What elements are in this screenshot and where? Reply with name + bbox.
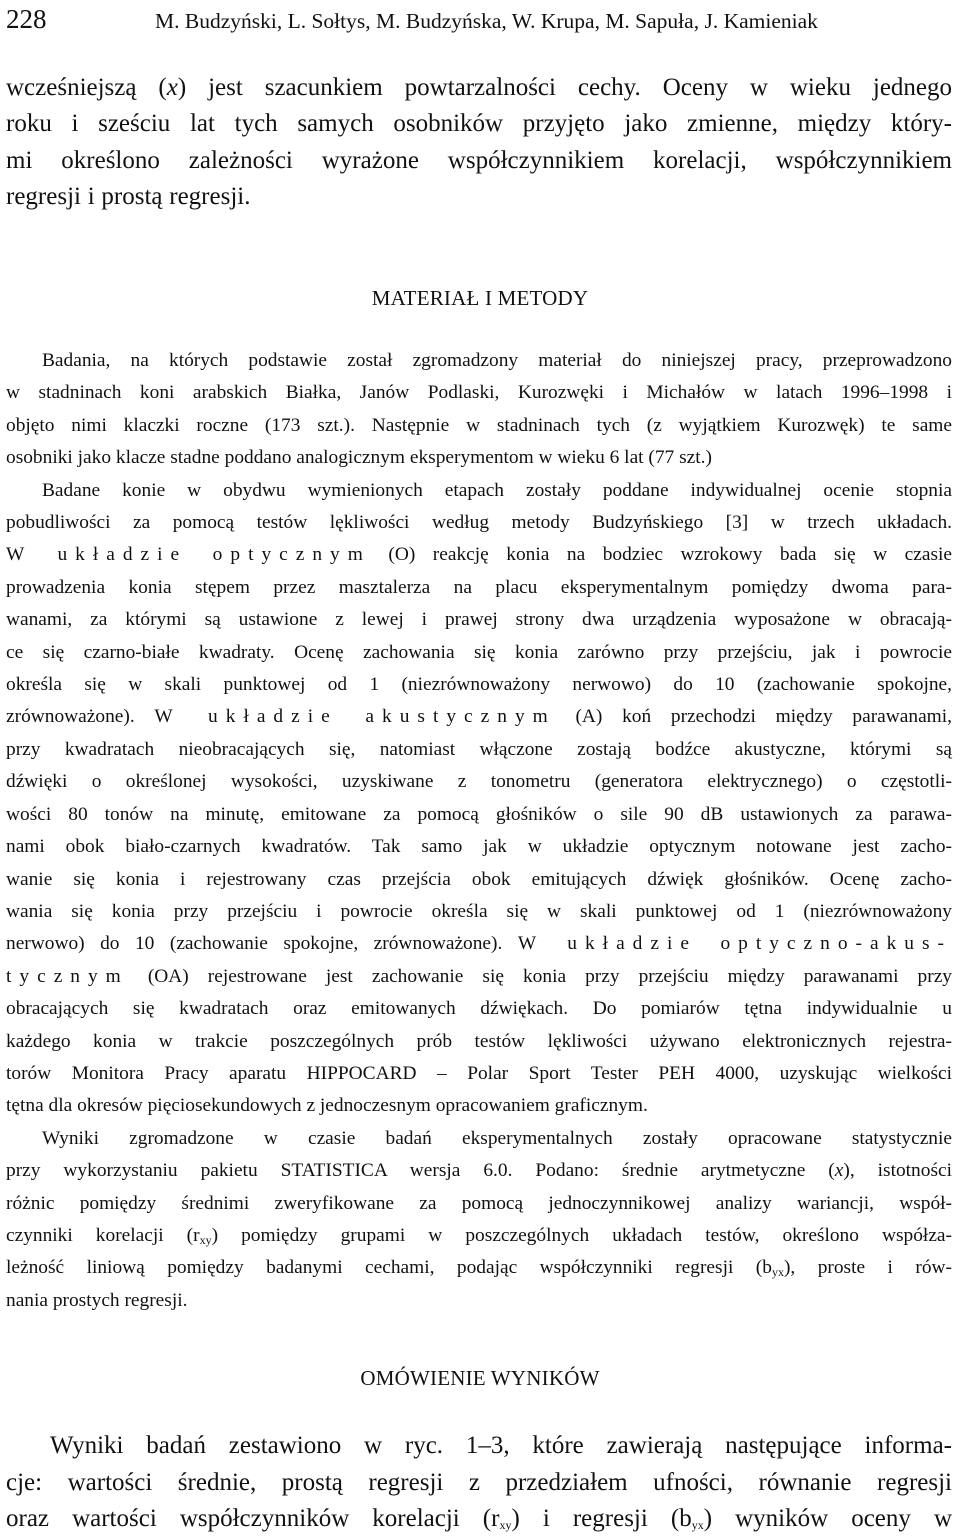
text-line: torów Monitora Pracy aparatu HIPPOCARD – Polar Sport Tester PEH 4000, uzyskując wielkości <box>6 1062 952 1084</box>
text-line: wanami, za którymi są ustawione z lewej i prawej strony dwa urządzenia wyposażone w obracają- <box>6 609 952 631</box>
text-line: wości 80 tonów na minutę, emitowane za pomocą głośników o sile 90 dB ustawionych za parawa- <box>6 803 952 825</box>
text-line: nami obok biało-czarnych kwadratów. Tak samo jak w układzie optycznym notowane jest zacho- <box>6 836 952 858</box>
text-line: zrównoważone). W układzie akustycznym (A) koń przechodzi między parawanami, <box>6 706 952 728</box>
methods-body <box>6 345 952 1317</box>
text-line: przy kwadratach nieobracających się, natomiast włączone zostają bodźce akustyczne, którymi są <box>6 738 952 760</box>
text-line: prowadzenia konia stępem przez masztalerza na placu eksperymentalnym pomiędzy dwoma para- <box>6 576 952 598</box>
text-line: różnic pomiędzy średnimi zweryfikowane za pomocą jednoczynnikowej analizy wariancji, współ- <box>6 1192 952 1214</box>
text-line: mi określono zależności wyrażone współczynnikiem korelacji, współczynnikiem <box>6 146 952 174</box>
text-line: regresji i prostą regresji. <box>6 183 251 211</box>
running-header-authors: M. Budzyński, L. Sołtys, M. Budzyńska, W. Krupa, M. Sapuła, J. Kamieniak <box>155 9 818 33</box>
results-paragraph <box>6 1428 952 1538</box>
text-line: przy wykorzystaniu pakietu STATISTICA wersja 6.0. Podano: średnie arytmetyczne (x), istotności <box>6 1160 952 1182</box>
text-line: pobudliwości za pomocą testów lękliwości według metody Budzyńskiego [3] w trzech układach. <box>6 512 952 534</box>
text-line: oraz wartości współczynników korelacji $(r_{xy})$ i regresji $(b_{yx})$ wyników oceny w <box>6 1505 952 1533</box>
section-heading-results: OMÓWIENIE WYNIKÓW <box>360 1366 600 1390</box>
text-line: ce się czarno-białe kwadraty. Ocenę zachowania się konia zarówno przy przejściu, jak i powrocie <box>6 641 952 663</box>
text-line: Badane konie w obydwu wymienionych etapach zostały poddane indywidualnej ocenie stopnia <box>42 479 952 501</box>
text-line: czynniki korelacji $(r_{xy})$ pomiędzy grupami w poszczególnych układach testów, określono współza- <box>6 1224 952 1247</box>
section-heading-materials-methods: MATERIAŁ I METODY <box>371 286 589 310</box>
text-line: każdego konia w trakcie poszczególnych prób testów lękliwości używano elektronicznych rejestra- <box>6 1030 952 1052</box>
running-header <box>6 2 956 38</box>
text-line: obracających się kwadratach oraz emitowanych dźwiękach. Do pomiarów tętna indywidualnie u <box>6 998 952 1020</box>
text-line: wania się konia przy przejściu i powrocie określa się w skali punktowej od 1 (niezrównoważony <box>6 900 952 922</box>
text-line: Badania, na których podstawie został zgromadzony materiał do niniejszej pracy, przeprowadzono <box>42 350 952 371</box>
text-line: Wyniki badań zestawiono w ryc. 1–3, które zawierają następujące informa- <box>50 1432 952 1459</box>
text-line: określa się w skali punktowej od 1 (niezrównoważony nerwowo) do 10 (zachowanie spokojne, <box>6 674 952 696</box>
text-line: W układzie optycznym (O) reakcję konia na bodziec wzrokowy bada się w czasie <box>6 544 952 566</box>
text-line: cje: wartości średnie, prostą regresji z przedziałem ufności, równanie regresji <box>6 1468 952 1496</box>
text-line: wcześniejszą (x) jest szacunkiem powtarzalności cechy. Oceny w wieku jednego <box>6 74 953 101</box>
text-line: objęto nimi klaczki roczne (173 szt.). Następnie w stadninach tych (z wyjątkiem Kurozwęk) te same <box>6 414 952 436</box>
text-line: w stadninach koni arabskich Białka, Janów Podlaski, Kurozwęki i Michałów w latach 1996–1998 i <box>6 382 952 404</box>
text-line: nerwowo) do 10 (zachowanie spokojne, zrównoważone). W układzie optyczno-akus- <box>6 933 952 955</box>
text-line: nania prostych regresji. <box>6 1289 188 1311</box>
text-line: tętna dla okresów pięciosekundowych z jednoczesnym opracowaniem graficznym. <box>6 1095 648 1117</box>
intro-paragraph <box>6 70 952 216</box>
text-line: osobniki jako klacze stadne poddano analogicznym eksperymentom w wieku 6 lat (77 szt.) <box>6 447 712 469</box>
text-line: wanie się konia i rejestrowany czas przejścia obok emitujących dźwięk głośników. Ocenę zacho- <box>6 868 952 890</box>
text-line: tycznym (OA) rejestrowane jest zachowanie się konia przy przejściu między parawanami przy <box>6 965 952 987</box>
page-number: 228 <box>6 4 47 34</box>
text-line: roku i sześciu lat tych samych osobników przyjęto jako zmienne, między który- <box>6 110 952 138</box>
text-line: Wyniki zgromadzone w czasie badań eksperymentalnych zostały opracowane statystycznie <box>42 1127 952 1149</box>
text-line: leżność liniową pomiędzy badanymi cechami, podając współczynniki regresji $(b_{yx})$, proste i rów- <box>6 1257 952 1280</box>
text-line: dźwięki o określonej wysokości, uzyskiwane z tonometru (generatora elektrycznego) o częstotli- <box>6 771 952 793</box>
